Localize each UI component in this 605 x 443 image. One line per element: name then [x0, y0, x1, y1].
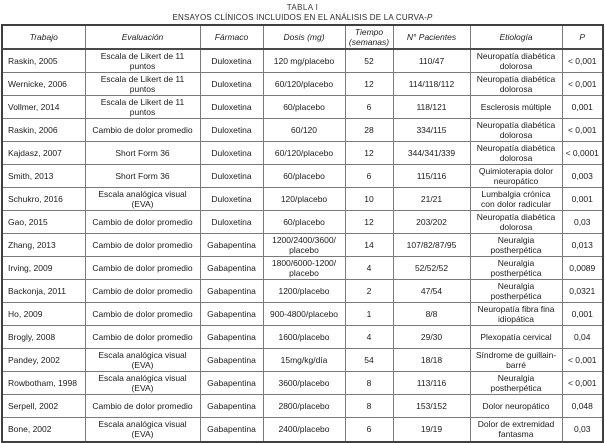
cell-farmaco: Duloxetina [200, 211, 263, 234]
cell-etiologia: Dolor de extremidad fantasma [470, 418, 562, 442]
cell-etiologia: Síndrome de guillain-barré [470, 349, 562, 372]
cell-tiempo: 12 [345, 142, 393, 165]
cell-tiempo: 12 [345, 211, 393, 234]
cell-evaluacion: Cambio de dolor promedio [85, 280, 200, 303]
cell-tiempo: 28 [345, 119, 393, 142]
table-row [2, 280, 603, 303]
cell-etiologia: Neuralgia postherpética [470, 234, 562, 257]
table-row [2, 372, 603, 395]
cell-p: 0,048 [562, 395, 603, 418]
column-header-farmaco: Fármaco [200, 25, 263, 49]
cell-tiempo: 12 [345, 73, 393, 96]
cell-evaluacion: Cambio de dolor promedio [85, 119, 200, 142]
cell-etiologia: Plexopatía cervical [470, 326, 562, 349]
cell-etiologia: Lumbalgia crónica con dolor radicular [470, 188, 562, 211]
cell-pacientes: 344/341/339 [393, 142, 470, 165]
column-header-pacientes: N° Pacientes [393, 25, 470, 49]
cell-farmaco: Duloxetina [200, 165, 263, 188]
cell-pacientes: 107/82/87/95 [393, 234, 470, 257]
cell-etiologia: Neuropatía diabética dolorosa [470, 119, 562, 142]
column-header-p: P [562, 25, 603, 49]
cell-tiempo: 6 [345, 418, 393, 442]
cell-p: 0,003 [562, 165, 603, 188]
cell-dosis: 2400/placebo [263, 418, 345, 442]
cell-dosis: 15mg/kg/día [263, 349, 345, 372]
cell-trabajo: Bone, 2002 [2, 418, 85, 442]
cell-etiologia: Quimioterapia dolor neuropático [470, 165, 562, 188]
cell-dosis: 60/placebo [263, 211, 345, 234]
cell-farmaco: Duloxetina [200, 96, 263, 119]
cell-pacientes: 110/47 [393, 49, 470, 73]
cell-trabajo: Gao, 2015 [2, 211, 85, 234]
cell-pacientes: 52/52/52 [393, 257, 470, 280]
table-body [2, 49, 603, 441]
cell-etiologia: Dolor neuropático [470, 395, 562, 418]
cell-evaluacion: Cambio de dolor promedio [85, 234, 200, 257]
cell-pacientes: 18/18 [393, 349, 470, 372]
table-row [2, 119, 603, 142]
cell-p: 0,013 [562, 234, 603, 257]
cell-etiologia: Neuropatía diabética dolorosa [470, 73, 562, 96]
cell-trabajo: Backonja, 2011 [2, 280, 85, 303]
cell-tiempo: 2 [345, 280, 393, 303]
clinical-trials-table [1, 24, 604, 443]
cell-farmaco: Gabapentina [200, 418, 263, 442]
cell-farmaco: Gabapentina [200, 303, 263, 326]
cell-farmaco: Duloxetina [200, 49, 263, 73]
cell-etiologia: Esclerosis múltiple [470, 96, 562, 119]
cell-trabajo: Kajdasz, 2007 [2, 142, 85, 165]
cell-dosis: 3600/placebo [263, 372, 345, 395]
table-row [2, 49, 603, 73]
cell-dosis: 60/placebo [263, 165, 345, 188]
cell-etiologia: Neuropatía diabética dolorosa [470, 49, 562, 73]
cell-farmaco: Duloxetina [200, 188, 263, 211]
cell-dosis: 120 mg/placebo [263, 49, 345, 73]
cell-trabajo: Rowbotham, 1998 [2, 372, 85, 395]
cell-p: 0,001 [562, 96, 603, 119]
table-row [2, 303, 603, 326]
table-subtitle-text: ENSAYOS CLÍNICOS INCLUIDOS EN EL ANÁLISIS DE LA CURVA- [172, 13, 428, 22]
cell-tiempo: 6 [345, 96, 393, 119]
column-header-tiempo: Tiempo (semanas) [345, 25, 393, 49]
table-row [2, 96, 603, 119]
cell-trabajo: Raskin, 2006 [2, 119, 85, 142]
cell-farmaco: Gabapentina [200, 280, 263, 303]
cell-trabajo: Irving, 2009 [2, 257, 85, 280]
cell-trabajo: Vollmer, 2014 [2, 96, 85, 119]
cell-evaluacion: Cambio de dolor promedio [85, 211, 200, 234]
cell-pacientes: 19/19 [393, 418, 470, 442]
table-subtitle [0, 13, 605, 22]
cell-dosis: 1600/placebo [263, 326, 345, 349]
cell-pacientes: 114/118/112 [393, 73, 470, 96]
cell-tiempo: 8 [345, 395, 393, 418]
cell-farmaco: Gabapentina [200, 326, 263, 349]
table-row [2, 142, 603, 165]
cell-tiempo: 52 [345, 49, 393, 73]
cell-farmaco: Gabapentina [200, 257, 263, 280]
cell-farmaco: Gabapentina [200, 395, 263, 418]
cell-evaluacion: Cambio de dolor promedio [85, 303, 200, 326]
cell-pacientes: 118/121 [393, 96, 470, 119]
cell-etiologia: Neuralgia postherpética [470, 280, 562, 303]
table-row [2, 395, 603, 418]
cell-farmaco: Gabapentina [200, 234, 263, 257]
cell-etiologia: Neuralgia postherpética [470, 257, 562, 280]
cell-trabajo: Serpell, 2002 [2, 395, 85, 418]
cell-evaluacion: Escala analógica visual (EVA) [85, 418, 200, 442]
cell-trabajo: Brogly, 2008 [2, 326, 85, 349]
cell-p: < 0,001 [562, 73, 603, 96]
cell-p: 0,03 [562, 211, 603, 234]
cell-dosis: 1800/6000-1200/ placebo [263, 257, 345, 280]
cell-pacientes: 334/115 [393, 119, 470, 142]
table-row [2, 73, 603, 96]
cell-trabajo: Pandey, 2002 [2, 349, 85, 372]
cell-tiempo: 1 [345, 303, 393, 326]
cell-farmaco: Gabapentina [200, 372, 263, 395]
table-row [2, 257, 603, 280]
cell-etiologia: Neuropatía fibra fina idiopática [470, 303, 562, 326]
cell-p: 0,03 [562, 418, 603, 442]
cell-tiempo: 8 [345, 372, 393, 395]
cell-evaluacion: Cambio de dolor promedio [85, 395, 200, 418]
cell-dosis: 900-4800/placebo [263, 303, 345, 326]
cell-p: 0,001 [562, 188, 603, 211]
cell-tiempo: 14 [345, 234, 393, 257]
cell-tiempo: 54 [345, 349, 393, 372]
cell-dosis: 120/placebo [263, 188, 345, 211]
cell-evaluacion: Escala de Likert de 11 puntos [85, 49, 200, 73]
column-header-etiologia: Etiología [470, 25, 562, 49]
cell-p: 0,0089 [562, 257, 603, 280]
cell-dosis: 60/120 [263, 119, 345, 142]
cell-evaluacion: Short Form 36 [85, 165, 200, 188]
column-header-trabajo: Trabajo [2, 25, 85, 49]
cell-dosis: 60/placebo [263, 96, 345, 119]
cell-trabajo: Schukro, 2016 [2, 188, 85, 211]
cell-farmaco: Duloxetina [200, 142, 263, 165]
cell-tiempo: 4 [345, 257, 393, 280]
header-row [2, 25, 603, 49]
cell-pacientes: 29/30 [393, 326, 470, 349]
cell-pacientes: 113/116 [393, 372, 470, 395]
cell-evaluacion: Escala analógica visual (EVA) [85, 188, 200, 211]
cell-p: < 0,0001 [562, 142, 603, 165]
cell-pacientes: 115/116 [393, 165, 470, 188]
cell-tiempo: 6 [345, 165, 393, 188]
cell-evaluacion: Escala analógica visual (EVA) [85, 372, 200, 395]
table-title-block [0, 0, 605, 22]
cell-pacientes: 203/202 [393, 211, 470, 234]
column-header-dosis: Dosis (mg) [263, 25, 345, 49]
cell-evaluacion: Escala de Likert de 11 puntos [85, 73, 200, 96]
table-number-title: TABLA I [286, 3, 319, 12]
table-row [2, 234, 603, 257]
cell-pacientes: 8/8 [393, 303, 470, 326]
table-row [2, 418, 603, 442]
cell-pacientes: 153/152 [393, 395, 470, 418]
cell-dosis: 1200/2400/3600/ placebo [263, 234, 345, 257]
cell-etiologia: Neuralgia postherpética [470, 372, 562, 395]
cell-evaluacion: Cambio de dolor promedio [85, 257, 200, 280]
cell-dosis: 1200/placebo [263, 280, 345, 303]
table-row [2, 326, 603, 349]
cell-farmaco: Duloxetina [200, 119, 263, 142]
cell-evaluacion: Escala analógica visual (EVA) [85, 349, 200, 372]
cell-p: 0,0321 [562, 280, 603, 303]
cell-tiempo: 4 [345, 326, 393, 349]
cell-dosis: 60/120/placebo [263, 142, 345, 165]
cell-pacientes: 47/54 [393, 280, 470, 303]
cell-etiologia: Neuropatía diabética dolorosa [470, 211, 562, 234]
cell-trabajo: Ho, 2009 [2, 303, 85, 326]
column-header-evaluacion: Evaluación [85, 25, 200, 49]
table-row [2, 188, 603, 211]
cell-dosis: 2800/placebo [263, 395, 345, 418]
cell-evaluacion: Short Form 36 [85, 142, 200, 165]
cell-trabajo: Wernicke, 2006 [2, 73, 85, 96]
table-subtitle-p: P [427, 13, 433, 22]
table-row [2, 211, 603, 234]
cell-tiempo: 10 [345, 188, 393, 211]
cell-trabajo: Raskin, 2005 [2, 49, 85, 73]
cell-farmaco: Duloxetina [200, 73, 263, 96]
cell-p: 0,001 [562, 303, 603, 326]
cell-p: < 0,001 [562, 49, 603, 73]
table-row [2, 349, 603, 372]
cell-farmaco: Gabapentina [200, 349, 263, 372]
cell-p: < 0,001 [562, 119, 603, 142]
cell-etiologia: Neuropatía diabética dolorosa [470, 142, 562, 165]
table-row [2, 165, 603, 188]
cell-p: 0,04 [562, 326, 603, 349]
cell-p: < 0,001 [562, 372, 603, 395]
cell-dosis: 60/120/placebo [263, 73, 345, 96]
cell-evaluacion: Cambio de dolor promedio [85, 326, 200, 349]
cell-trabajo: Smith, 2013 [2, 165, 85, 188]
cell-trabajo: Zhang, 2013 [2, 234, 85, 257]
cell-pacientes: 21/21 [393, 188, 470, 211]
cell-evaluacion: Escala de Likert de 11 puntos [85, 96, 200, 119]
cell-p: < 0,001 [562, 349, 603, 372]
